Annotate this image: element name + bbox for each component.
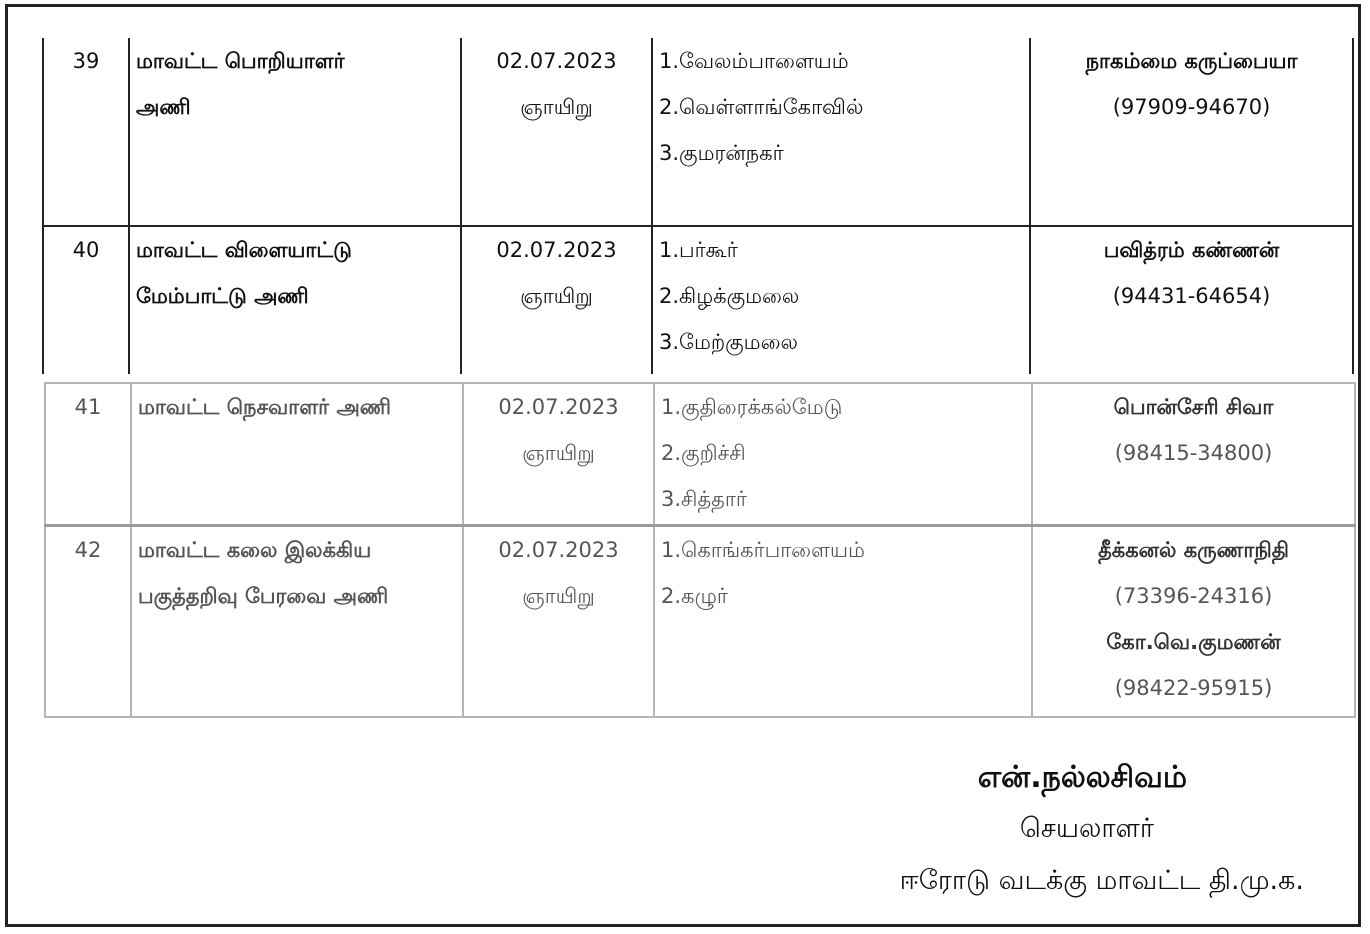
event-date: 02.07.2023 ஞாயிறு — [461, 226, 652, 374]
places-list: 1.குதிரைக்கல்மேடு 2.குறிச்சி 3.சித்தார் — [654, 383, 1032, 525]
serial-number: 42 — [45, 525, 131, 717]
team-name: மாவட்ட கலை இலக்கிய பகுத்தறிவு பேரவை அணி — [131, 525, 463, 717]
team-name: மாவட்ட விளையாட்டு மேம்பாட்டு அணி — [129, 226, 461, 374]
schedule-table-top — [42, 38, 1354, 374]
event-date: 02.07.2023 ஞாயிறு — [463, 383, 654, 525]
table-row — [45, 383, 1355, 525]
table-row — [43, 226, 1353, 374]
event-date: 02.07.2023 ஞாயிறு — [463, 525, 654, 717]
places-list: 1.வேலம்பாளையம் 2.வெள்ளாங்கோவில் 3.குமரன்நகர் — [652, 38, 1030, 226]
table-row — [43, 38, 1353, 226]
serial-number: 40 — [43, 226, 129, 374]
serial-number: 39 — [43, 38, 129, 226]
contact-person: பவித்ரம் கண்ணன் (94431-64654) — [1030, 226, 1353, 374]
team-name: மாவட்ட பொறியாளர் அணி — [129, 38, 461, 226]
signatory-role: செயலாளர் — [1019, 813, 1154, 844]
signatory-name: என்.நல்லசிவம் — [977, 760, 1187, 795]
contact-person: தீக்கனல் கருணாநிதி (73396-24316) கோ.வெ.குமணன் (98422-95915) — [1032, 525, 1355, 717]
signature-block — [900, 752, 1304, 908]
contact-person: நாகம்மை கருப்பையா (97909-94670) — [1030, 38, 1353, 226]
signatory-organization: ஈரோடு வடக்கு மாவட்ட தி.மு.க. — [899, 865, 1304, 896]
schedule-table-bottom — [44, 382, 1356, 718]
places-list: 1.பர்கூர் 2.கிழக்குமலை 3.மேற்குமலை — [652, 226, 1030, 374]
contact-person: பொன்சேரி சிவா (98415-34800) — [1032, 383, 1355, 525]
table-row — [45, 525, 1355, 717]
places-list: 1.கொங்கர்பாளையம் 2.கழுர் — [654, 525, 1032, 717]
event-date: 02.07.2023 ஞாயிறு — [461, 38, 652, 226]
serial-number: 41 — [45, 383, 131, 525]
team-name: மாவட்ட நெசவாளர் அணி — [131, 383, 463, 525]
